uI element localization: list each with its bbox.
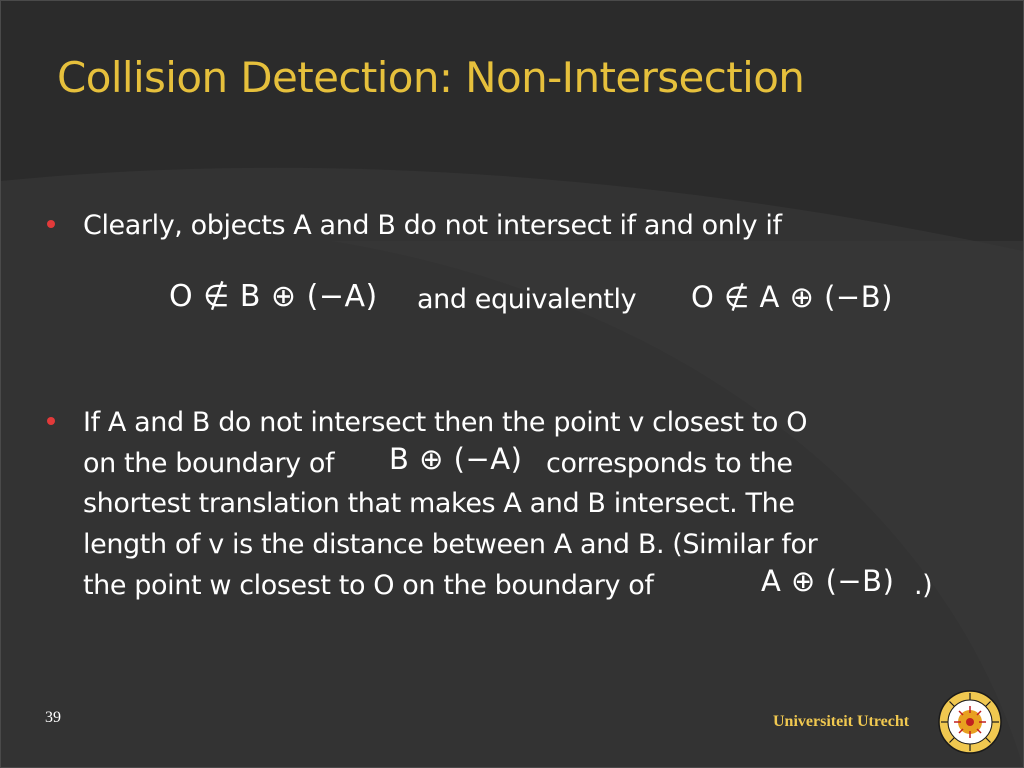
bullet-2-line-4: length of v is the distance between A and B. (Similar for — [83, 529, 818, 560]
bullet-2-line-5a: the point w closest to O on the boundary of — [83, 570, 654, 601]
bullet-2-line-2a: on the boundary of — [83, 448, 335, 479]
university-name: Universiteit Utrecht — [773, 713, 910, 730]
formula-connector: and equivalently — [417, 284, 637, 315]
bullet-1-text: Clearly, objects A and B do not intersect if and only if — [83, 210, 782, 241]
formula-2: O ∉ A ⊕ (−B) — [691, 280, 893, 314]
university-seal-icon — [937, 689, 1003, 755]
bullet-2-line-3: shortest translation that makes A and B intersect. The — [83, 488, 795, 519]
inline-formula-1: B ⊕ (−A) — [389, 442, 523, 476]
slide-background — [1, 1, 1023, 767]
bullet-marker — [47, 417, 55, 425]
formula-1: O ∉ B ⊕ (−A) — [169, 279, 378, 314]
bullet-2-line-1: If A and B do not intersect then the point v closest to O — [83, 407, 808, 438]
inline-formula-2: A ⊕ (−B) — [761, 564, 895, 598]
bullet-marker — [47, 220, 55, 228]
bullet-2-line-2b: corresponds to the — [546, 448, 793, 479]
slide-title: Collision Detection: Non-Intersection — [57, 53, 805, 102]
slide-number: 39 — [45, 709, 61, 726]
bullet-2-line-5b: .) — [914, 570, 933, 601]
